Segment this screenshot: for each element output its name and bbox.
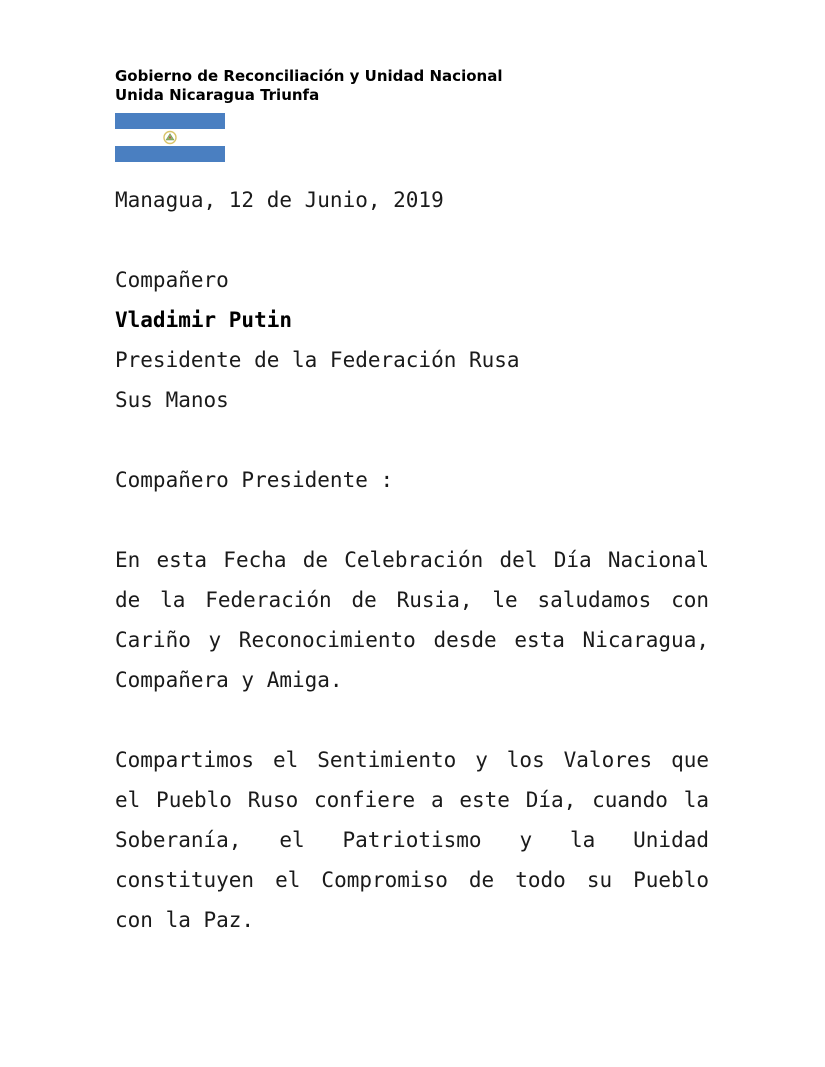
recipient-salutation-title: Compañero (115, 268, 229, 292)
nicaragua-flag-icon (115, 113, 225, 162)
letter-paragraph-2: Compartimos el Sentimiento y los Valores que el Pueblo Ruso confiere a este Día, cuando la Soberanía, el Patriotismo y la Unidad constituyen el Compromiso de todo su Pueblo con la Paz. (115, 748, 709, 932)
greeting-block (115, 460, 709, 500)
letter-greeting: Compañero Presidente : (115, 468, 394, 492)
recipient-note: Sus Manos (115, 388, 229, 412)
recipient-block (115, 260, 709, 420)
letter-date-block (115, 180, 709, 220)
letterhead-government-name: Gobierno de Reconciliación y Unidad Nacional (115, 67, 503, 85)
recipient-name: Vladimir Putin (115, 308, 293, 332)
letter-date: Managua, 12 de Junio, 2019 (115, 188, 444, 212)
letter-paragraph-1: En esta Fecha de Celebración del Día Nacional de la Federación de Rusia, le saludamos con Cariño y Reconocimiento desde esta Nicaragua, Compañera y Amiga. (115, 548, 709, 692)
letterhead (115, 67, 502, 105)
recipient-role: Presidente de la Federación Rusa (115, 348, 520, 372)
letterhead-slogan: Unida Nicaragua Triunfa (115, 86, 320, 104)
